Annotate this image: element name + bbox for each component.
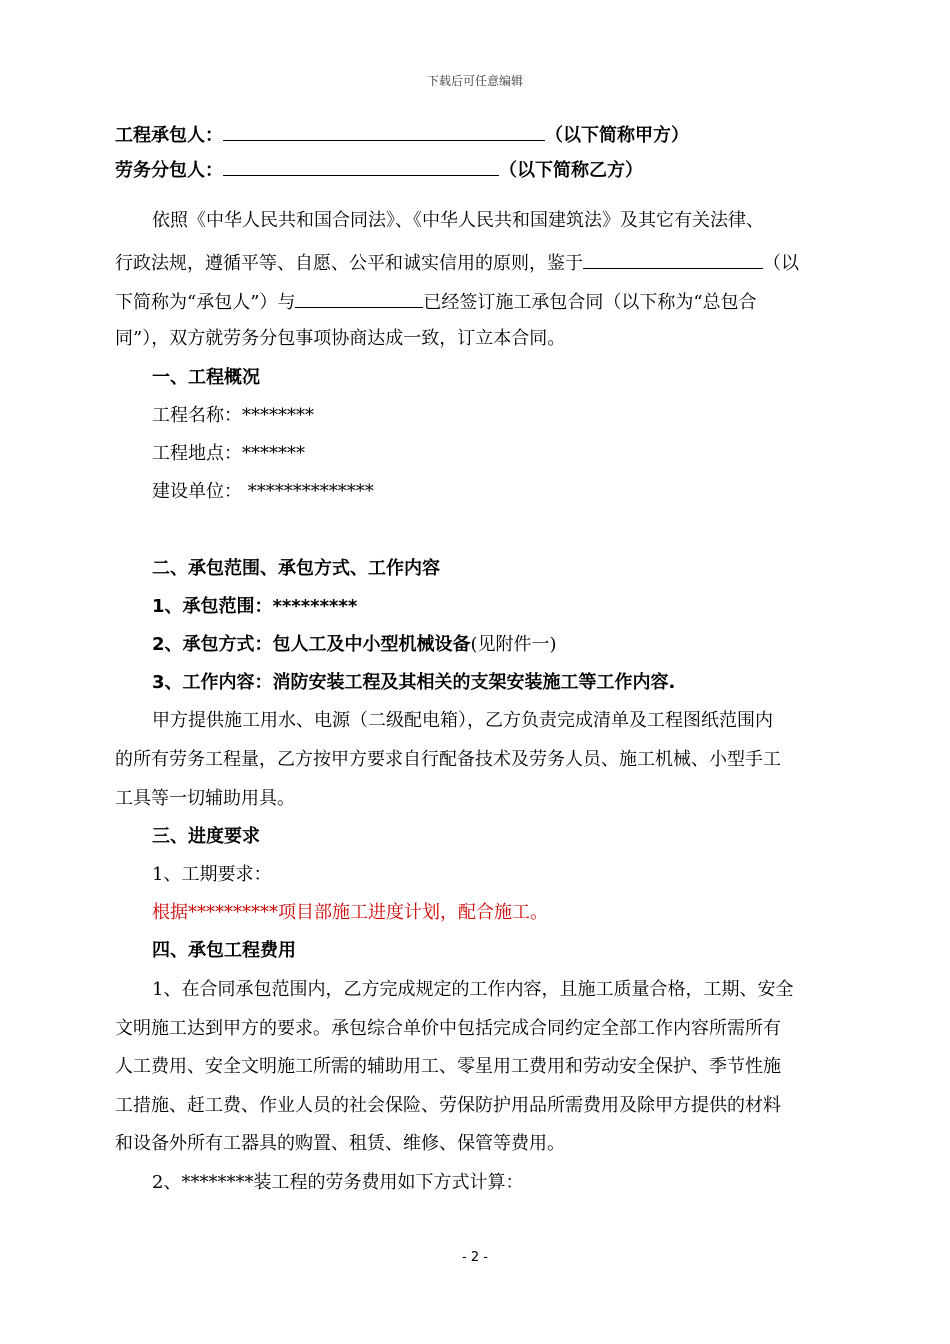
preamble-line-1: 依照《中华人民共和国合同法》、《中华人民共和国建筑法》及其它有关法律、 [152,210,764,231]
s4-paragraph-line-2: 文明施工达到甲方的要求。承包综合单价中包括完成合同约定全部工作内容所需所有 [115,1018,781,1039]
schedule-item: 1、工期要求： [152,864,272,885]
contract-party-blank[interactable] [295,287,423,308]
s4-item-2: 2、********装工程的劳务费用如下方式计算： [152,1172,524,1193]
s2-paragraph-line-1: 甲方提供施工用水、电源（二级配电箱），乙方负责完成清单及工程图纸范围内 [152,710,773,731]
contractor-label: 工程承包人： [115,125,223,146]
preamble-text: 下简称为“承包人”）与 [115,292,296,313]
subcontractor-suffix: （以下简称乙方） [499,160,643,181]
preamble-line-2 [115,248,799,277]
contractor-line [115,120,689,149]
preamble-text: （以 [763,253,799,274]
note-text: 项目部施工进度计划，配合施工。 [278,902,548,923]
section-2-title: 二、承包范围、承包方式、工作内容 [152,558,440,579]
note-text: 根据 [152,902,188,923]
page-header: 下载后可任意编辑 [426,74,523,88]
content-item: 3、工作内容：消防安装工程及其相关的支架安装施工等工作内容. [152,672,676,693]
s4-paragraph-line-5: 和设备外所有工器具的购置、租赁、维修、保管等费用。 [115,1133,565,1154]
s4-paragraph-line-4: 工措施、赶工费、作业人员的社会保险、劳保防护用品所需费用及除甲方提供的材料 [115,1095,781,1116]
s4-paragraph-line-3: 人工费用、安全文明施工所需的辅助用工、零星用工费用和劳动安全保护、季节性施 [115,1056,781,1077]
s2-paragraph-line-2: 的所有劳务工程量，乙方按甲方要求自行配备技术及劳务人员、施工机械、小型手工 [115,749,781,770]
subcontractor-label: 劳务分包人： [115,160,223,181]
method-item [152,632,557,658]
method-label: 2、承包方式：包人工及中小型机械设备 [152,634,471,655]
preamble-line-4: 同”），双方就劳务分包事项协商达成一致，订立本合同。 [115,328,566,349]
preamble-text: 已经签订施工承包合同（以下称为“总包合 [423,292,757,313]
subcontractor-blank[interactable] [223,155,499,176]
s2-paragraph-line-3: 工具等一切辅助用具。 [115,788,295,809]
preamble-text: 行政法规，遵循平等、自愿、公平和诚实信用的原则，鉴于 [115,253,583,274]
project-name: 工程名称：******** [152,405,314,426]
party-blank[interactable] [583,248,763,269]
project-owner: 建设单位： ************** [152,481,374,502]
project-location: 工程地点：******* [152,443,305,464]
schedule-note [152,900,548,926]
section-4-title: 四、承包工程费用 [152,940,296,961]
method-note: (见附件一) [470,634,557,655]
s4-paragraph-line-1: 1、在合同承包范围内，乙方完成规定的工作内容，且施工质量合格，工期、安全 [152,979,794,1000]
section-3-title: 三、进度要求 [152,826,260,847]
section-1-title: 一、工程概况 [152,367,260,388]
contractor-blank[interactable] [223,120,545,141]
note-mask: ********** [188,902,278,923]
preamble-line-3 [115,287,757,316]
subcontractor-line [115,155,643,184]
page-number: - 2 - [462,1250,488,1265]
contractor-suffix: （以下简称甲方） [545,125,689,146]
scope-item: 1、承包范围：********* [152,596,358,617]
